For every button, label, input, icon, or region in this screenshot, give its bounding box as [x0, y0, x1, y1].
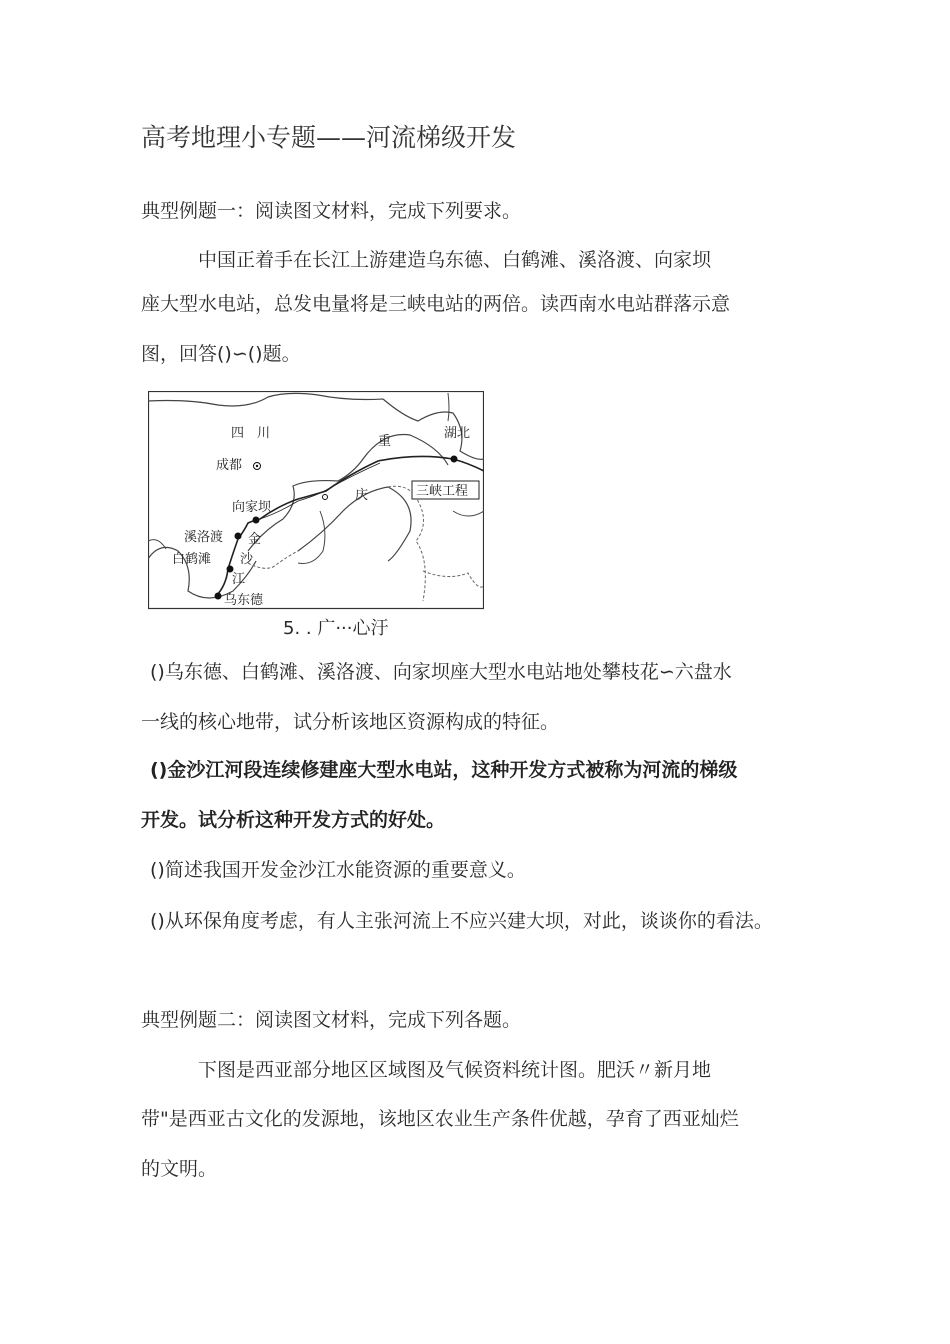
map-label-xiluodu: 溪洛渡	[184, 530, 224, 545]
example2-para-line3: 的文明。	[141, 1158, 218, 1180]
map-label-sichuan: 四 川	[231, 426, 271, 441]
page-title: 高考地理小专题——河流梯级开发	[141, 123, 517, 152]
example2-para-line1: 下图是西亚部分地区区域图及气候资料统计图。肥沃〃新月地	[198, 1059, 712, 1081]
example2-para-line2: 带"是西亚古文化的发源地，该地区农业生产条件优越，孕育了西亚灿烂	[141, 1108, 739, 1130]
map-label-wudongde: 乌东德	[224, 593, 264, 608]
example1-para-line1: 中国正着手在长江上游建造乌东德、白鹤滩、溪洛渡、向家坝	[198, 249, 712, 271]
map-label-sanxia: 三峡工程	[416, 484, 469, 499]
map-caption: 5. . 广···心汙	[283, 618, 389, 639]
map-label-jin: 金	[248, 532, 262, 547]
map-label-hubei: 湖北	[444, 426, 471, 441]
question-4: ()从环保角度考虑，有人主张河流上不应兴建大坝，对此，谈谈你的看法。	[150, 910, 773, 932]
example1-para-line2: 座大型水电站，总发电量将是三峡电站的两倍。读西南水电站群落示意	[141, 293, 731, 315]
map-label-xiangjiaba: 向家坝	[232, 500, 272, 515]
map-label-baihetan: 白鹤滩	[172, 552, 212, 567]
question-2-line2: 开发。试分析这种开发方式的好处。	[141, 809, 446, 831]
example1-para-line3: 图，回答()∽()题。	[141, 343, 301, 365]
question-1-line2: 一线的核心地带，试分析该地区资源构成的特征。	[141, 711, 560, 733]
southwest-hydropower-map	[148, 391, 484, 610]
example2-heading: 典型例题二：阅读图文材料，完成下列各题。	[141, 1009, 522, 1031]
map-label-sha: 沙	[240, 552, 254, 567]
question-1-line1: ()乌东德、白鹤滩、溪洛渡、向家坝座大型水电站地处攀枝花∽六盘水	[150, 661, 732, 683]
question-2-line1: ()金沙江河段连续修建座大型水电站，这种开发方式被称为河流的梯级	[150, 759, 738, 781]
map-label-jiang: 江	[232, 572, 246, 587]
example1-heading: 典型例题一：阅读图文材料，完成下列要求。	[141, 200, 522, 222]
question-3: ()简述我国开发金沙江水能资源的重要意义。	[150, 859, 526, 881]
map-label-chengdu: 成都	[216, 458, 243, 473]
map-label-chongqing-bottom: 庆	[355, 488, 369, 503]
map-label-chongqing-top: 重	[378, 434, 392, 449]
